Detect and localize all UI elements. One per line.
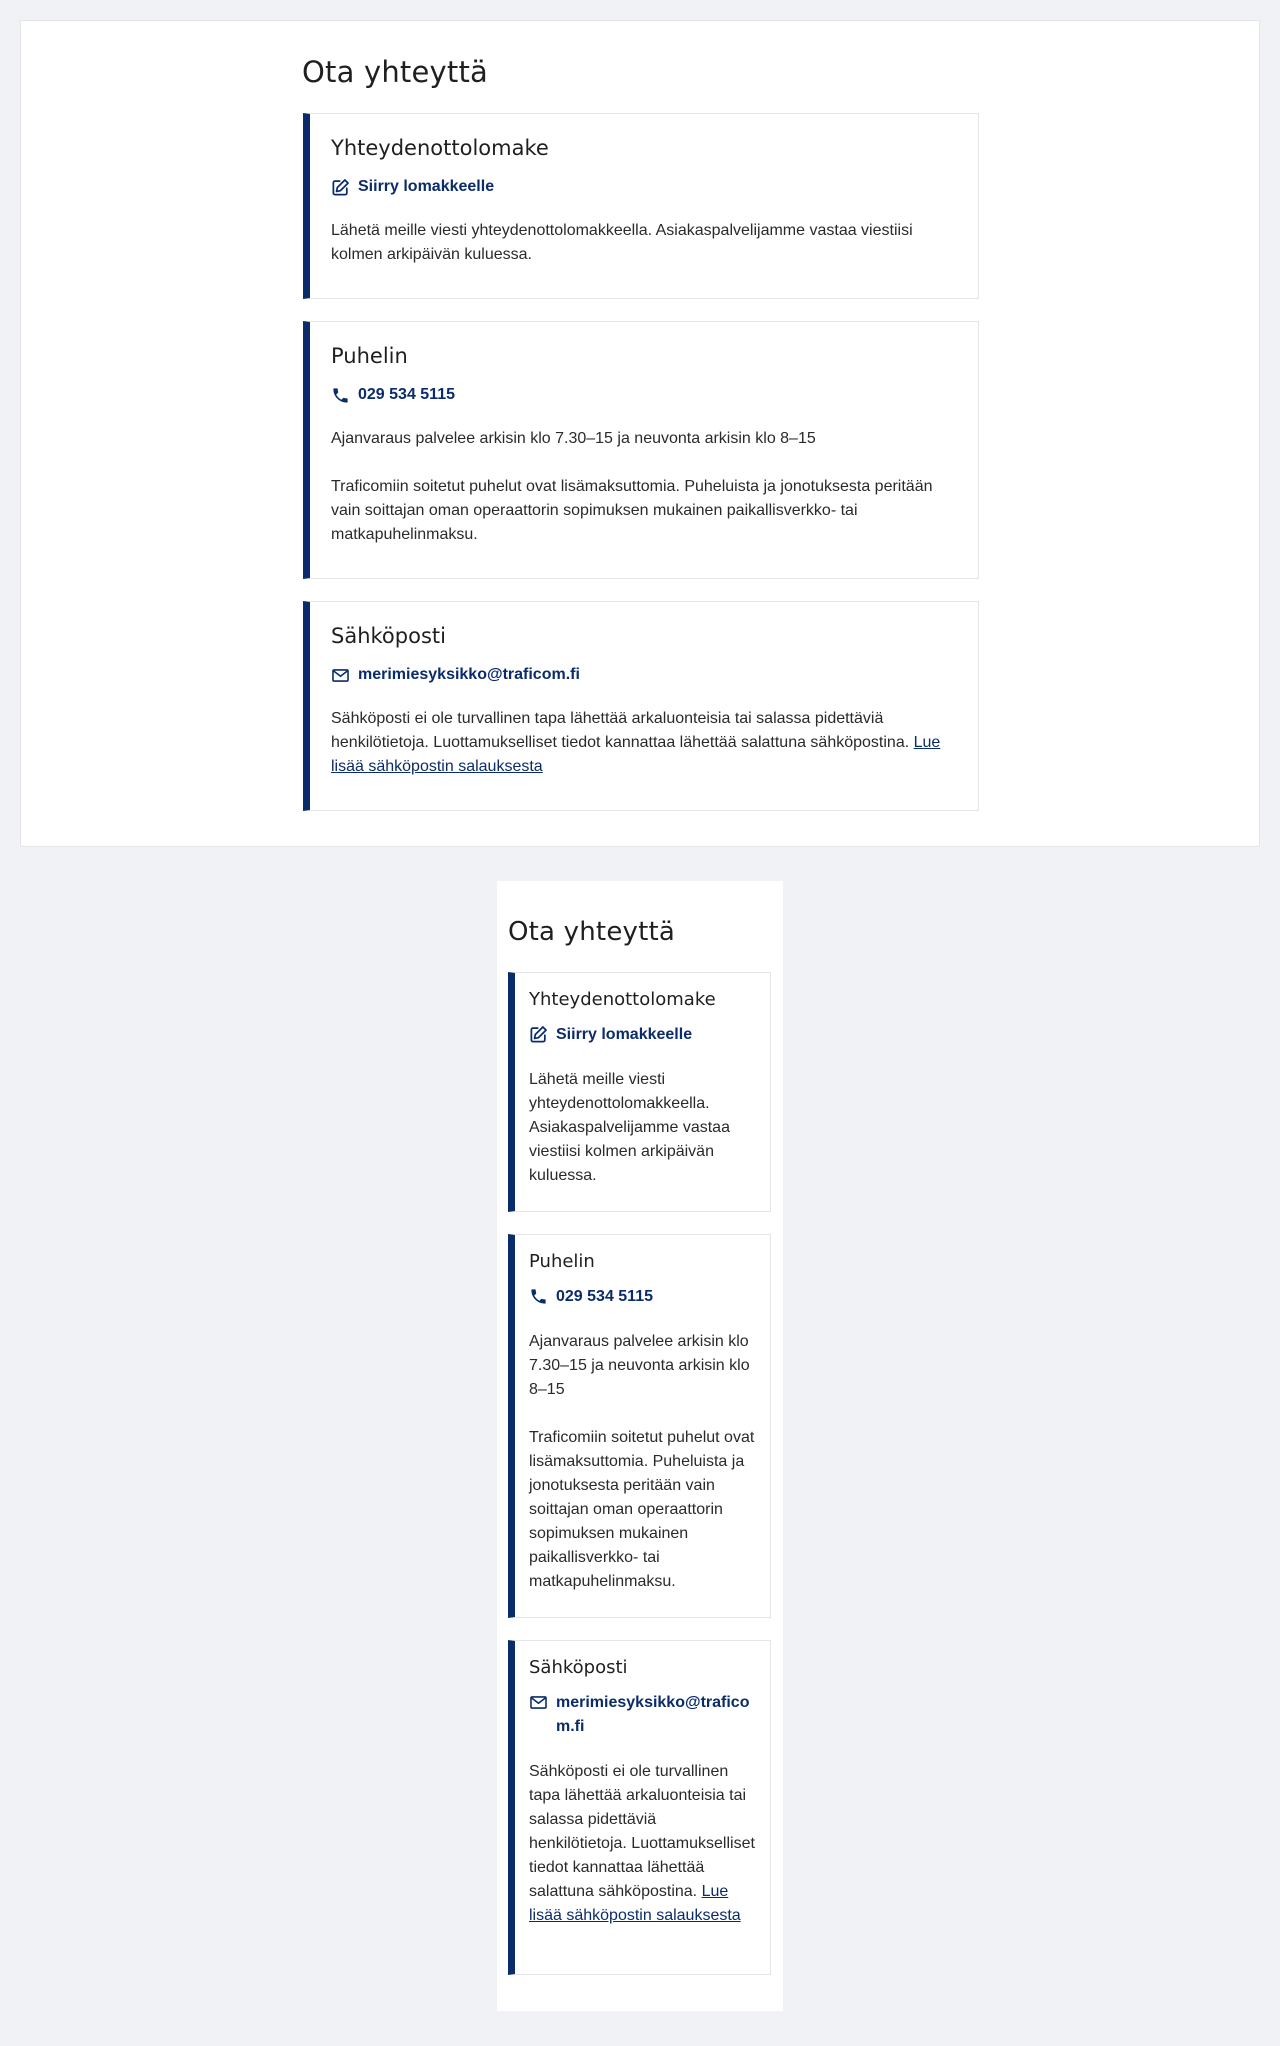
contact-panel-desktop: [20, 20, 1260, 847]
phone-link[interactable]: [331, 384, 956, 406]
contact-card-email: [303, 601, 979, 811]
card-title: Puhelin: [331, 344, 408, 368]
form-link-label: Siirry lomakkeelle: [358, 178, 495, 195]
contact-card-form: [508, 972, 771, 1212]
external-form-icon: [331, 178, 350, 197]
email-link[interactable]: [331, 664, 956, 686]
form-link[interactable]: [529, 1023, 756, 1047]
email-warning-text: Sähköposti ei ole turvallinen tapa lähettää arkaluonteisia tai salassa pidettäviä henkilötietoja. Luottamukselliset tiedot kannattaa lähettää salattuna sähköpostina.: [529, 1763, 755, 1900]
email-encryption-link[interactable]: Lue lisää sähköpostin salauksesta: [529, 1883, 741, 1924]
phone-link[interactable]: [529, 1285, 756, 1309]
envelope-icon: [331, 666, 350, 685]
card-title: Yhteydenottolomake: [529, 989, 716, 1010]
email-description: [529, 1760, 756, 1928]
email-description: [331, 707, 956, 779]
section-title: Ota yhteyttä: [302, 55, 489, 89]
phone-icon: [331, 386, 350, 405]
email-warning-text: Sähköposti ei ole turvallinen tapa lähettää arkaluonteisia tai salassa pidettäviä henkilötietoja. Luottamukselliset tiedot kannattaa lähettää salattuna sähköpostina.: [331, 710, 914, 751]
phone-icon: [529, 1287, 548, 1306]
contact-card-phone: [303, 321, 979, 579]
contact-card-email: [508, 1640, 771, 1975]
phone-link-label: 029 534 5115: [556, 1288, 653, 1305]
email-link[interactable]: [529, 1691, 756, 1739]
contact-panel-mobile: [497, 881, 783, 2011]
email-link-label: merimiesyksikko@traficom.fi: [556, 1694, 750, 1735]
envelope-icon: [529, 1693, 548, 1712]
phone-hours: Ajanvaraus palvelee arkisin klo 7.30–15 ja neuvonta arkisin klo 8–15: [331, 430, 816, 447]
phone-fee-info: Traficomiin soitetut puhelut ovat lisämaksuttomia. Puheluista ja jonotuksesta peritään vain soittajan oman operaattorin sopimuksen mukainen paikallisverkko- tai matkapuhelinmaksu.: [331, 478, 933, 543]
email-link-label: merimiesyksikko@traficom.fi: [358, 666, 580, 683]
form-link[interactable]: [331, 176, 956, 198]
form-description: Lähetä meille viesti yhteydenottolomakkeella. Asiakaspalvelijamme vastaa viestiisi kolmen arkipäivän kuluessa.: [331, 222, 913, 263]
card-title: Yhteydenottolomake: [331, 136, 549, 160]
form-link-label: Siirry lomakkeelle: [556, 1026, 693, 1043]
contact-card-form: [303, 113, 979, 299]
email-encryption-link[interactable]: Lue lisää sähköpostin salauksesta: [331, 734, 941, 775]
phone-hours: Ajanvaraus palvelee arkisin klo 7.30–15 ja neuvonta arkisin klo 8–15: [529, 1333, 750, 1398]
external-form-icon: [529, 1025, 548, 1044]
card-title: Puhelin: [529, 1251, 595, 1272]
section-title: Ota yhteyttä: [508, 917, 676, 947]
phone-fee-info: Traficomiin soitetut puhelut ovat lisämaksuttomia. Puheluista ja jonotuksesta peritään vain soittajan oman operaattorin sopimuksen mukainen paikallisverkko- tai matkapuhelinmaksu.: [529, 1429, 755, 1590]
card-title: Sähköposti: [529, 1657, 628, 1678]
contact-card-phone: [508, 1234, 771, 1618]
form-description: Lähetä meille viesti yhteydenottolomakkeella. Asiakaspalvelijamme vastaa viestiisi kolmen arkipäivän kuluessa.: [529, 1071, 730, 1184]
card-title: Sähköposti: [331, 624, 446, 648]
phone-link-label: 029 534 5115: [358, 386, 455, 403]
